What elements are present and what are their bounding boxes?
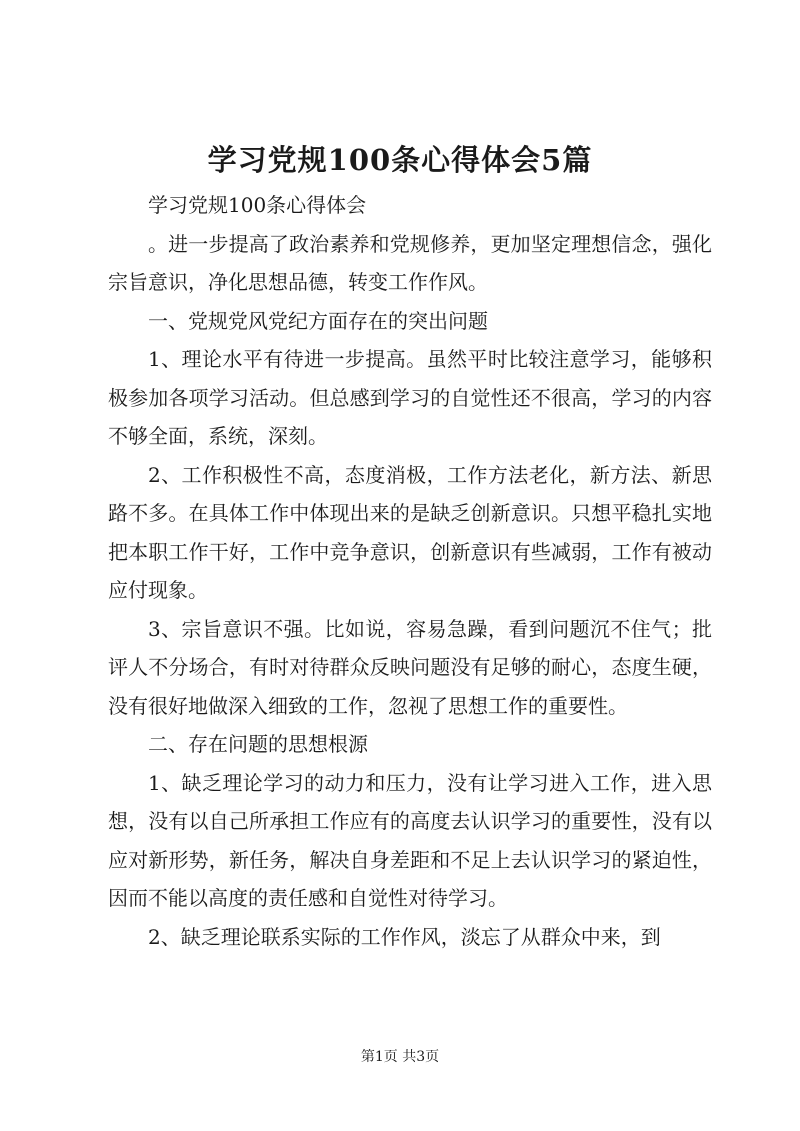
- page-footer: 第1页 共3页: [360, 1049, 440, 1065]
- paragraph-root-cause-2: 2、缺乏理论联系实际的工作作风，淡忘了从群众中来，到: [148, 924, 661, 949]
- paragraph-item-3: 3、宗旨意识不强。比如说，容易急躁，看到问题沉不住气；批评人不分场合，有时对待群众反映问题没有足够的耐心，态度生硬，没有很好地做深入细致的工作，忽视了思想工作的重要性。: [108, 616, 712, 718]
- paragraph-item-1: 1、理论水平有待进一步提高。虽然平时比较注意学习，能够积极参加各项学习活动。但总感到学习的自觉性还不很高，学习的内容不够全面，系统，深刻。: [108, 347, 712, 448]
- section-heading-1: 一、党规党风党纪方面存在的突出问题: [148, 308, 488, 333]
- paragraph-subtitle: 学习党规100条心得体会: [148, 193, 367, 217]
- paragraph-intro: 。进一步提高了政治素养和党规修养，更加坚定理想信念，强化宗旨意识，净化思想品德，转变工作作风。: [108, 231, 712, 294]
- section-heading-2: 二、存在问题的思想根源: [148, 732, 368, 756]
- document-body: [108, 186, 712, 956]
- paragraph-root-cause-1: 1、缺乏理论学习的动力和压力，没有让学习进入工作，进入思想，没有以自己所承担工作应有的高度去认识学习的重要性，没有以应对新形势，新任务，解决自身差距和不足上去认识学习的紧迫性，因而不能以高度的责任感和自觉性对待学习。: [108, 770, 712, 910]
- paragraph-item-2: 2、工作积极性不高，态度消极，工作方法老化，新方法、新思路不多。在具体工作中体现出来的是缺乏创新意识。只想平稳扎实地把本职工作干好，工作中竞争意识，创新意识有些减弱，工作有被动应付现象。: [108, 462, 712, 602]
- document-title: 学习党规100条心得体会5篇: [207, 143, 593, 177]
